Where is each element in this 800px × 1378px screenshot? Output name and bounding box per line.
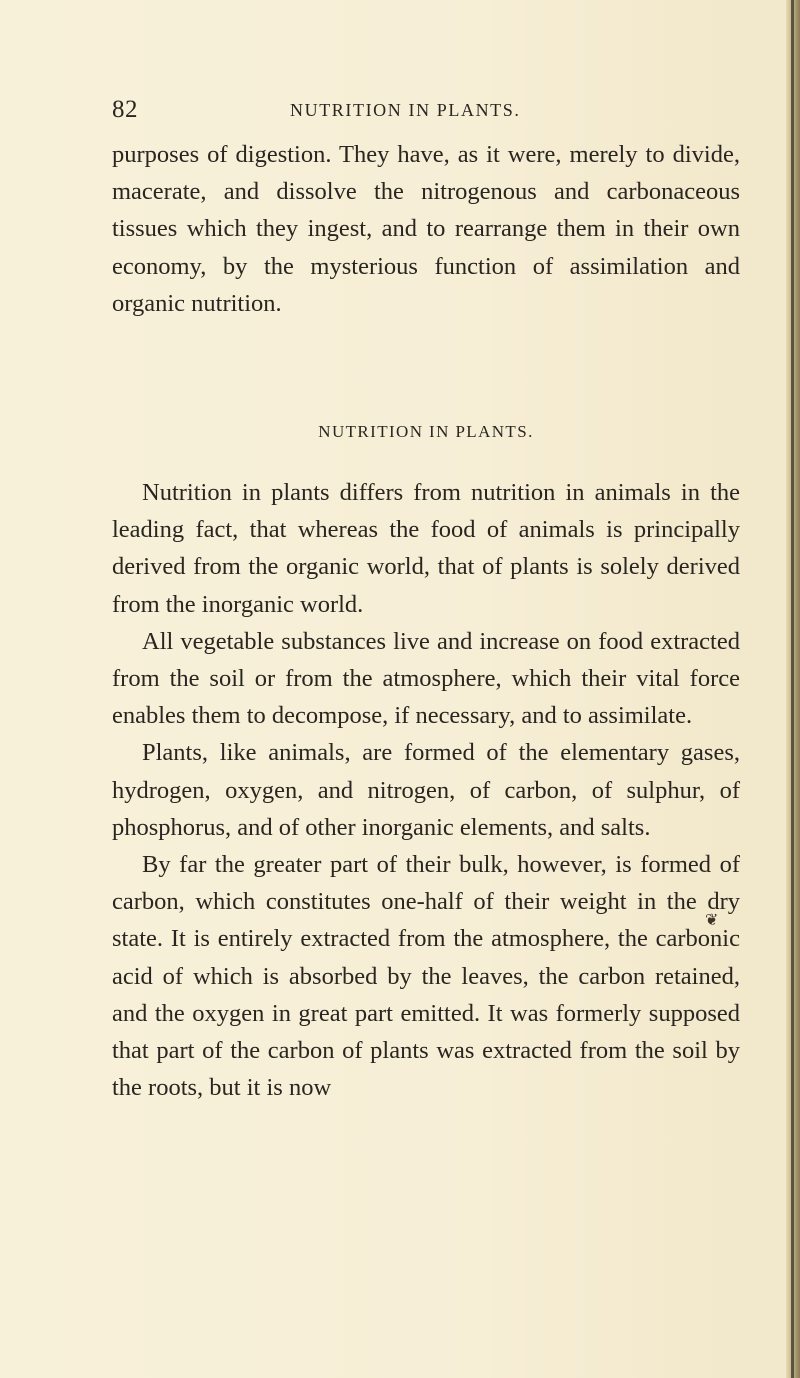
opening-paragraph: purposes of digestion. They have, as it were, merely to divide, macerate, and dissolve the nitrogenous and carbonaceous tissues which they ingest, and to rearrange them in their own economy, by the mysterious function of assimilation and organic nutrition. <box>112 141 740 317</box>
running-header <box>112 96 740 126</box>
section-heading: NUTRITION IN PLANTS. <box>318 422 534 441</box>
section-paragraph-3: Plants, like animals, are formed of the elementary gases, hydrogen, oxygen, and nitrogen, of carbon, of sulphur, of phosphorus, and of other inorganic elements, and salts. <box>112 739 740 841</box>
section-body <box>112 474 740 1106</box>
section-paragraph-2: All vegetable substances live and increase on food extracted from the soil or from the atmosphere, which their vital force enables them to decompose, if necessary, and to assimilate. <box>112 627 740 730</box>
section-paragraph-4: By far the greater part of their bulk, however, is formed of carbon, which constitutes one-half of their weight in the dry state. It is entirely extracted from the atmosphere, the carbonic acid of which is absorbed by the leaves, the carbon retained, and the oxygen in great part emitted. It was formerly supposed that part of the carbon of plants was extracted from the soil by the roots, but it is now <box>112 851 740 1102</box>
running-title: NUTRITION IN PLANTS. <box>290 100 521 120</box>
page-number: 82 <box>112 96 138 123</box>
section-paragraph-1: Nutrition in plants differs from nutrition in animals in the leading fact, that whereas the food of animals is principally derived from the organic world, that of plants is solely derived from the inorganic world. <box>112 479 740 618</box>
binding-shadow-line <box>791 0 794 1378</box>
ornament-mark: ❦ <box>705 912 719 929</box>
